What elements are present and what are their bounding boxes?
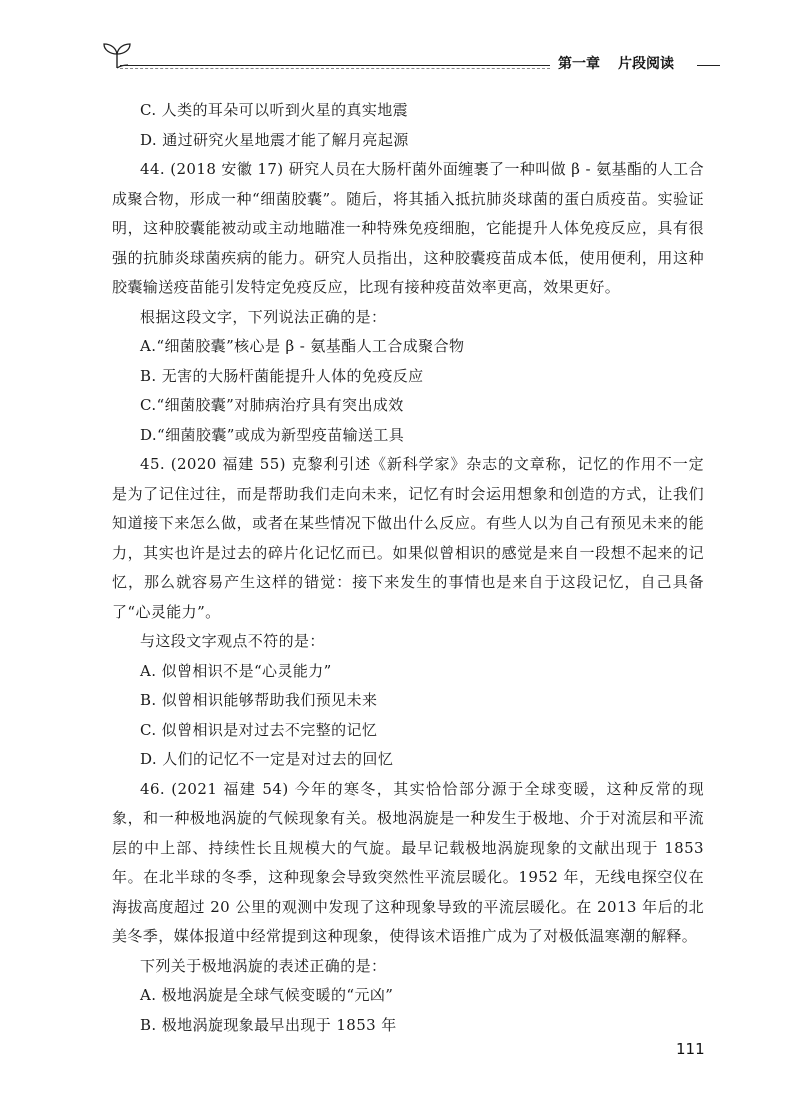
running-header <box>100 40 720 80</box>
section-label: 片段阅读 <box>618 56 674 72</box>
question-45-text: 45. (2020 福建 55) 克黎利引述《新科学家》杂志的文章称，记忆的作用不一定是为了记住过往，而是帮助我们走向未来，记忆有时会运用想象和创造的方式，让我们知道接下来怎么做，或者在某些情况下做出什么反应。有些人以为自己有预见未来的能力，其实也许是过去的碎片化记忆而已。如果似曾相识的感觉是来自一段想不起来的记忆，那么就容易产生这样的错觉：接下来发生的事情也是来自于这段记忆，自己具备了“心灵能力”。 <box>112 455 704 621</box>
option-line: D. 人们的记忆不一定是对过去的回忆 <box>140 750 394 768</box>
question-46-stem: 下列关于极地涡旋的表述正确的是： <box>140 956 387 975</box>
question-46-text: 46. (2021 福建 54) 今年的寒冬，其实恰恰部分源于全球变暖，这种反常的现象，和一种极地涡旋的气候现象有关。极地涡旋是一种发生于极地、介于对流层和平流层的中上部、持续性长且规模大的气旋。最早记载极地涡旋现象的文献出现于 1853 年。在北半球的冬季，这种现象会导致突然性平流层暖化。1952 年，无线电探空仪在海拔高度超过 20 公里的观测中发现了这种现象导致的平流层暖化。在 2013 年后的北美冬季，媒体报道中经常提到这种现象，使得该术语推广成为了对极低温寒潮的解释。 <box>112 779 704 945</box>
option-line: C. 人类的耳朵可以听到火星的真实地震 <box>140 101 409 119</box>
header-title <box>558 53 674 73</box>
option-line: B. 极地涡旋现象最早出现于 1853 年 <box>140 1015 397 1034</box>
option-line: D.“细菌胶囊”或成为新型疫苗输送工具 <box>140 425 405 444</box>
question-45-stem: 与这段文字观点不符的是： <box>140 632 325 650</box>
header-rule-dashed <box>120 68 550 69</box>
chapter-label: 第一章 <box>558 56 600 72</box>
page-content <box>112 96 704 1040</box>
question-44-text: 44. (2018 安徽 17) 研究人员在大肠杆菌外面缠裹了一种叫做 β - 氨基酯的人工合成聚合物，形成一种“细菌胶囊”。随后，将其插入抵抗肺炎球菌的蛋白质疫苗。实验证明，这种胶囊能被动或主动地瞄准一种特殊免疫细胞，它能提升人体免疫反应，具有很强的抗肺炎球菌疾病的能力。研究人员指出，这种胶囊疫苗成本低，使用便利，用这种胶囊输送疫苗能引发特定免疫反应，比现有接种疫苗效率更高，效果更好。 <box>112 160 704 296</box>
option-line: A.“细菌胶囊”核心是 β - 氨基酯人工合成聚合物 <box>140 337 465 355</box>
header-rule-right <box>697 65 720 66</box>
option-line: A. 极地涡旋是全球气候变暖的“元凶” <box>140 986 394 1004</box>
option-line: B. 无害的大肠杆菌能提升人体的免疫反应 <box>140 366 424 385</box>
option-line: C.“细菌胶囊”对肺病治疗具有突出成效 <box>140 396 404 414</box>
option-line: A. 似曾相识不是“心灵能力” <box>140 661 332 680</box>
option-line: C. 似曾相识是对过去不完整的记忆 <box>140 720 378 739</box>
option-line: D. 通过研究火星地震才能了解月亮起源 <box>140 130 409 149</box>
header-rule-left <box>120 65 550 66</box>
page-number: 111 <box>676 1040 705 1058</box>
option-line: B. 似曾相识能够帮助我们预见未来 <box>140 691 378 709</box>
question-44-stem: 根据这段文字，下列说法正确的是： <box>140 307 387 326</box>
